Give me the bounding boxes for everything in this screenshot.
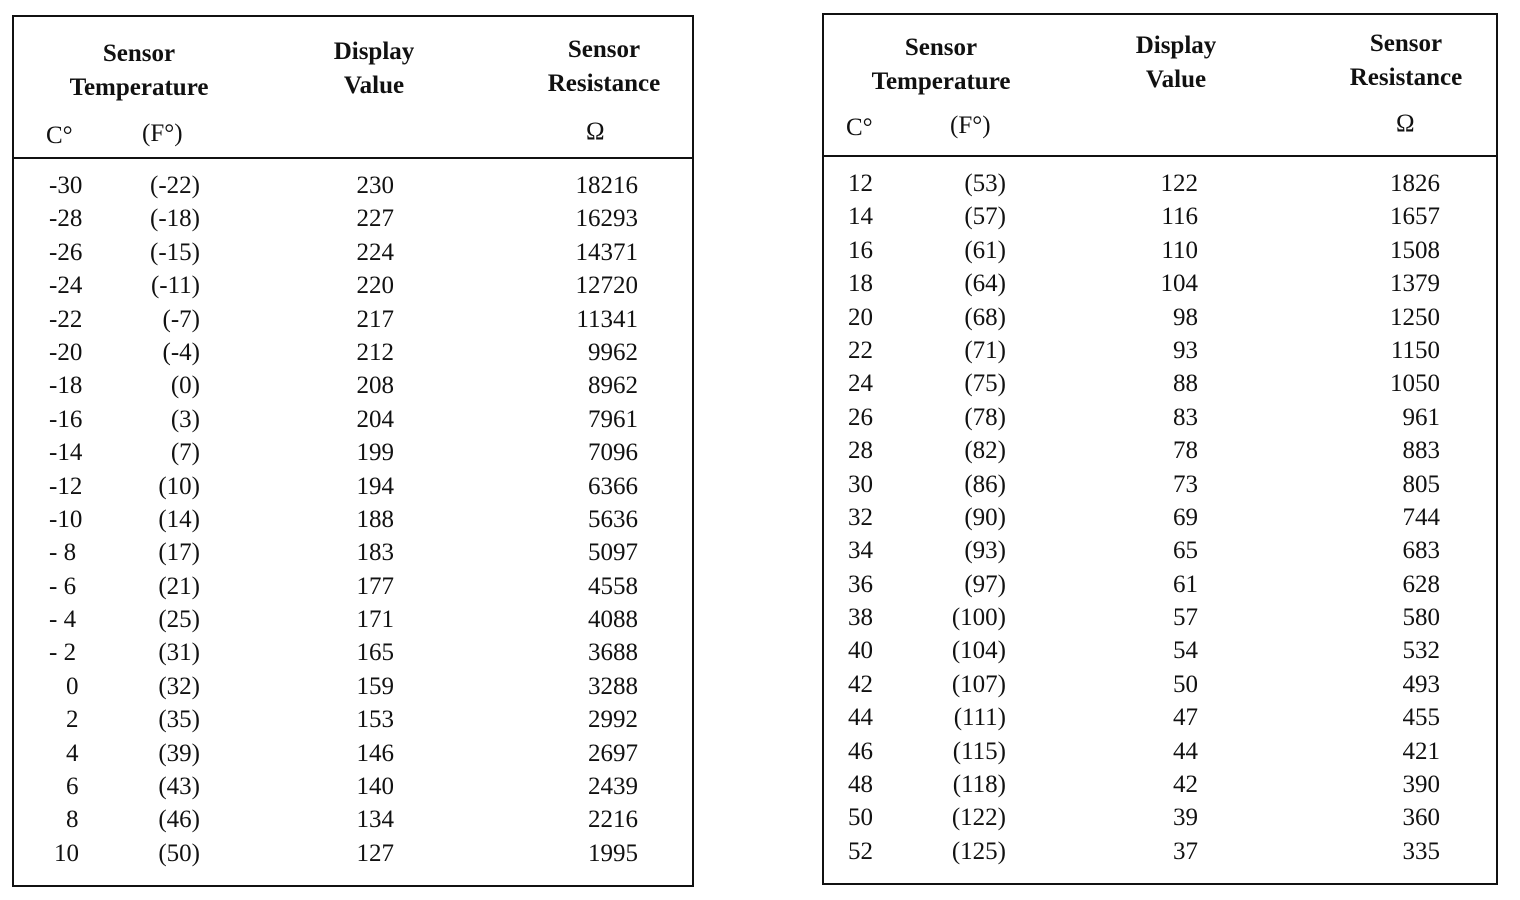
- right-sensor-table: [822, 13, 1498, 885]
- table-row: [14, 703, 692, 736]
- fahrenheit-cell: (107): [951, 670, 1006, 698]
- display-value-cell: 134: [356, 806, 394, 834]
- celsius-cell: - 2: [49, 639, 77, 667]
- celsius-cell: 46: [848, 737, 873, 765]
- display-value-cell: 208: [356, 372, 394, 400]
- fahrenheit-cell: (10): [158, 472, 200, 500]
- celsius-cell: -24: [49, 272, 83, 300]
- heading-line: Resistance: [547, 70, 661, 97]
- celsius-cell: 10: [54, 839, 79, 867]
- celsius-cell: - 6: [49, 572, 77, 600]
- resistance-cell: 421: [1402, 737, 1440, 765]
- display-value-cell: 204: [356, 405, 394, 433]
- display-value-cell: 183: [356, 539, 394, 567]
- celsius-cell: 42: [848, 670, 873, 698]
- fahrenheit-cell: (93): [964, 537, 1006, 565]
- celsius-cell: 40: [848, 637, 873, 665]
- celsius-cell: 2: [66, 706, 79, 734]
- display-value-cell: 83: [1173, 403, 1198, 431]
- celsius-cell: -26: [49, 238, 83, 266]
- display-value-cell: 50: [1173, 670, 1198, 698]
- display-value-cell: 224: [356, 238, 394, 266]
- fahrenheit-cell: (61): [964, 236, 1006, 264]
- table-row: [824, 534, 1496, 567]
- celsius-cell: 4: [66, 739, 79, 767]
- fahrenheit-cell: (53): [964, 170, 1006, 197]
- heading-line: Temperature: [69, 74, 209, 101]
- fahrenheit-cell: (-15): [150, 238, 200, 266]
- fahrenheit-unit-label: (F°): [950, 112, 991, 139]
- celsius-cell: 38: [848, 604, 873, 632]
- resistance-cell: 14371: [575, 238, 638, 266]
- fahrenheit-cell: (82): [964, 437, 1006, 465]
- celsius-cell: - 8: [49, 539, 77, 567]
- celsius-cell: -30: [49, 172, 83, 199]
- celsius-cell: 28: [848, 437, 873, 465]
- celsius-cell: 26: [848, 403, 873, 431]
- display-value-cell: 230: [356, 172, 394, 199]
- table-body: [14, 169, 692, 870]
- fahrenheit-cell: (43): [158, 773, 200, 801]
- table-row: [14, 503, 692, 536]
- display-value-cell: 199: [356, 439, 394, 467]
- table-row: [824, 634, 1496, 667]
- table-row: [14, 636, 692, 669]
- display-value-cell: 171: [356, 606, 394, 634]
- resistance-cell: 883: [1402, 437, 1440, 465]
- resistance-cell: 628: [1402, 570, 1440, 598]
- heading-line: Temperature: [871, 68, 1011, 95]
- resistance-cell: 7096: [588, 439, 638, 467]
- resistance-cell: 2216: [588, 806, 638, 834]
- display-value-cell: 217: [356, 305, 394, 333]
- fahrenheit-unit-label: (F°): [142, 120, 183, 147]
- resistance-cell: 961: [1402, 403, 1440, 431]
- table-row: [824, 835, 1496, 868]
- resistance-cell: 2697: [588, 739, 638, 767]
- resistance-cell: 455: [1402, 704, 1440, 732]
- fahrenheit-cell: (75): [964, 370, 1006, 398]
- fahrenheit-cell: (64): [964, 270, 1006, 298]
- celsius-cell: -22: [49, 305, 83, 333]
- table-row: [824, 200, 1496, 233]
- table-row: [14, 303, 692, 336]
- fahrenheit-cell: (78): [964, 403, 1006, 431]
- celsius-cell: -16: [49, 405, 83, 433]
- ohm-unit-label: Ω: [586, 118, 605, 145]
- fahrenheit-cell: (118): [952, 771, 1006, 799]
- fahrenheit-cell: (46): [158, 806, 200, 834]
- display-value-cell: 110: [1161, 236, 1198, 264]
- sensor-resistance-heading: [1336, 27, 1476, 95]
- resistance-cell: 9962: [588, 338, 638, 366]
- resistance-cell: 744: [1402, 503, 1440, 531]
- celsius-cell: 32: [848, 503, 873, 531]
- table-row: [14, 470, 692, 503]
- heading-line: Display: [333, 38, 415, 65]
- resistance-cell: 1508: [1390, 236, 1440, 264]
- table-row: [14, 236, 692, 269]
- fahrenheit-cell: (115): [952, 737, 1006, 765]
- fahrenheit-cell: (39): [158, 739, 200, 767]
- resistance-cell: 805: [1402, 470, 1440, 498]
- display-value-cell: 54: [1173, 637, 1198, 665]
- display-value-cell: 122: [1160, 170, 1198, 197]
- fahrenheit-cell: (32): [158, 672, 200, 700]
- table-row: [824, 735, 1496, 768]
- table-row: [14, 570, 692, 603]
- celsius-cell: 52: [848, 837, 873, 865]
- celsius-cell: 34: [848, 537, 873, 565]
- fahrenheit-cell: (-4): [162, 338, 200, 366]
- resistance-cell: 493: [1402, 670, 1440, 698]
- display-value-cell: 194: [356, 472, 394, 500]
- display-value-cell: 116: [1161, 203, 1198, 231]
- resistance-cell: 335: [1402, 837, 1440, 865]
- display-value-cell: 65: [1173, 537, 1198, 565]
- fahrenheit-cell: (7): [170, 439, 200, 467]
- display-value-cell: 88: [1173, 370, 1198, 398]
- display-value-cell: 73: [1173, 470, 1198, 498]
- resistance-cell: 1150: [1390, 336, 1440, 364]
- fahrenheit-cell: (97): [964, 570, 1006, 598]
- fahrenheit-cell: (100): [951, 604, 1006, 632]
- table-row: [14, 603, 692, 636]
- fahrenheit-cell: (125): [951, 837, 1006, 865]
- table-row: [824, 434, 1496, 467]
- table-row: [824, 167, 1496, 200]
- fahrenheit-cell: (111): [953, 704, 1006, 732]
- resistance-cell: 1657: [1390, 203, 1440, 231]
- fahrenheit-cell: (31): [158, 639, 200, 667]
- resistance-cell: 4558: [588, 572, 638, 600]
- display-value-cell: 146: [356, 739, 394, 767]
- fahrenheit-cell: (71): [964, 336, 1006, 364]
- display-value-cell: 78: [1173, 437, 1198, 465]
- celsius-cell: -12: [49, 472, 83, 500]
- table-row: [824, 267, 1496, 300]
- celsius-cell: 18: [848, 270, 873, 298]
- display-value-heading: [314, 35, 434, 103]
- display-value-cell: 39: [1173, 804, 1198, 832]
- heading-line: Sensor: [102, 40, 176, 67]
- table-row: [824, 501, 1496, 534]
- heading-line: Display: [1135, 32, 1217, 59]
- fahrenheit-cell: (0): [170, 372, 200, 400]
- fahrenheit-cell: (-18): [150, 205, 200, 233]
- table-body: [824, 167, 1496, 868]
- fahrenheit-cell: (68): [964, 303, 1006, 331]
- heading-line: Resistance: [1349, 64, 1463, 91]
- resistance-cell: 3288: [588, 672, 638, 700]
- resistance-cell: 6366: [588, 472, 638, 500]
- fahrenheit-cell: (-22): [150, 172, 200, 199]
- heading-line: Sensor: [1369, 30, 1443, 57]
- celsius-cell: 0: [66, 672, 79, 700]
- resistance-cell: 683: [1402, 537, 1440, 565]
- resistance-cell: 18216: [575, 172, 638, 199]
- table-header: [824, 15, 1496, 157]
- fahrenheit-cell: (90): [964, 503, 1006, 531]
- table-row: [824, 334, 1496, 367]
- table-row: [824, 401, 1496, 434]
- table-row: [824, 234, 1496, 267]
- resistance-cell: 580: [1402, 604, 1440, 632]
- resistance-cell: 1250: [1390, 303, 1440, 331]
- heading-line: Value: [343, 72, 405, 99]
- fahrenheit-cell: (25): [158, 606, 200, 634]
- fahrenheit-cell: (86): [964, 470, 1006, 498]
- display-value-cell: 212: [356, 338, 394, 366]
- celsius-cell: 24: [848, 370, 873, 398]
- celsius-unit-label: C°: [846, 114, 873, 141]
- table-row: [14, 169, 692, 202]
- table-row: [14, 770, 692, 803]
- resistance-cell: 4088: [588, 606, 638, 634]
- fahrenheit-cell: (-11): [150, 272, 200, 300]
- table-row: [14, 436, 692, 469]
- resistance-cell: 2992: [588, 706, 638, 734]
- display-value-cell: 188: [356, 505, 394, 533]
- table-row: [14, 369, 692, 402]
- celsius-cell: -14: [49, 439, 83, 467]
- display-value-cell: 140: [356, 773, 394, 801]
- fahrenheit-cell: (57): [964, 203, 1006, 231]
- fahrenheit-cell: (104): [951, 637, 1006, 665]
- display-value-cell: 104: [1160, 270, 1198, 298]
- celsius-cell: 8: [66, 806, 79, 834]
- celsius-cell: 44: [848, 704, 873, 732]
- resistance-cell: 1826: [1390, 170, 1440, 197]
- heading-line: Value: [1145, 66, 1207, 93]
- celsius-cell: -20: [49, 338, 83, 366]
- fahrenheit-cell: (50): [158, 839, 200, 867]
- display-value-cell: 42: [1173, 771, 1198, 799]
- table-row: [824, 301, 1496, 334]
- table-row: [14, 670, 692, 703]
- celsius-cell: 50: [848, 804, 873, 832]
- display-value-cell: 220: [356, 272, 394, 300]
- table-row: [14, 536, 692, 569]
- resistance-cell: 5636: [588, 505, 638, 533]
- display-value-cell: 165: [356, 639, 394, 667]
- table-row: [824, 367, 1496, 400]
- celsius-cell: - 4: [49, 606, 77, 634]
- display-value-cell: 93: [1173, 336, 1198, 364]
- left-sensor-table: [12, 15, 694, 887]
- celsius-cell: -18: [49, 372, 83, 400]
- fahrenheit-cell: (14): [158, 505, 200, 533]
- sensor-temperature-heading: [44, 37, 234, 105]
- display-value-cell: 153: [356, 706, 394, 734]
- resistance-cell: 532: [1402, 637, 1440, 665]
- table-header: [14, 17, 692, 159]
- resistance-cell: 2439: [588, 773, 638, 801]
- display-value-heading: [1116, 29, 1236, 97]
- celsius-cell: 6: [66, 773, 79, 801]
- table-row: [824, 801, 1496, 834]
- display-value-cell: 69: [1173, 503, 1198, 531]
- resistance-cell: 1379: [1390, 270, 1440, 298]
- table-row: [824, 701, 1496, 734]
- display-value-cell: 57: [1173, 604, 1198, 632]
- celsius-cell: 36: [848, 570, 873, 598]
- display-value-cell: 227: [356, 205, 394, 233]
- display-value-cell: 61: [1173, 570, 1198, 598]
- display-value-cell: 177: [356, 572, 394, 600]
- celsius-cell: -28: [49, 205, 83, 233]
- heading-line: Sensor: [904, 34, 978, 61]
- table-row: [824, 468, 1496, 501]
- fahrenheit-cell: (3): [170, 405, 200, 433]
- resistance-cell: 16293: [575, 205, 638, 233]
- resistance-cell: 390: [1402, 771, 1440, 799]
- display-value-cell: 47: [1173, 704, 1198, 732]
- fahrenheit-cell: (122): [951, 804, 1006, 832]
- resistance-cell: 11341: [576, 305, 638, 333]
- celsius-cell: -10: [49, 505, 83, 533]
- heading-line: Sensor: [567, 36, 641, 63]
- table-row: [14, 269, 692, 302]
- resistance-cell: 3688: [588, 639, 638, 667]
- celsius-cell: 30: [848, 470, 873, 498]
- fahrenheit-cell: (-7): [162, 305, 200, 333]
- celsius-unit-label: C°: [46, 122, 73, 149]
- fahrenheit-cell: (21): [158, 572, 200, 600]
- display-value-cell: 127: [356, 839, 394, 867]
- display-value-cell: 44: [1173, 737, 1198, 765]
- table-row: [824, 568, 1496, 601]
- display-value-cell: 37: [1173, 837, 1198, 865]
- celsius-cell: 14: [848, 203, 873, 231]
- celsius-cell: 12: [848, 170, 873, 197]
- table-row: [14, 837, 692, 870]
- fahrenheit-cell: (35): [158, 706, 200, 734]
- celsius-cell: 48: [848, 771, 873, 799]
- sensor-resistance-heading: [534, 33, 674, 101]
- table-row: [824, 601, 1496, 634]
- celsius-cell: 20: [848, 303, 873, 331]
- sensor-temperature-heading: [846, 31, 1036, 99]
- celsius-cell: 22: [848, 336, 873, 364]
- display-value-cell: 98: [1173, 303, 1198, 331]
- resistance-cell: 1995: [588, 839, 638, 867]
- ohm-unit-label: Ω: [1396, 110, 1415, 137]
- table-row: [824, 668, 1496, 701]
- fahrenheit-cell: (17): [158, 539, 200, 567]
- table-row: [14, 202, 692, 235]
- table-row: [14, 737, 692, 770]
- table-row: [14, 403, 692, 436]
- table-row: [824, 768, 1496, 801]
- resistance-cell: 12720: [575, 272, 638, 300]
- table-row: [14, 336, 692, 369]
- resistance-cell: 360: [1402, 804, 1440, 832]
- resistance-cell: 8962: [588, 372, 638, 400]
- display-value-cell: 159: [356, 672, 394, 700]
- resistance-cell: 5097: [588, 539, 638, 567]
- table-row: [14, 803, 692, 836]
- resistance-cell: 7961: [588, 405, 638, 433]
- resistance-cell: 1050: [1390, 370, 1440, 398]
- celsius-cell: 16: [848, 236, 873, 264]
